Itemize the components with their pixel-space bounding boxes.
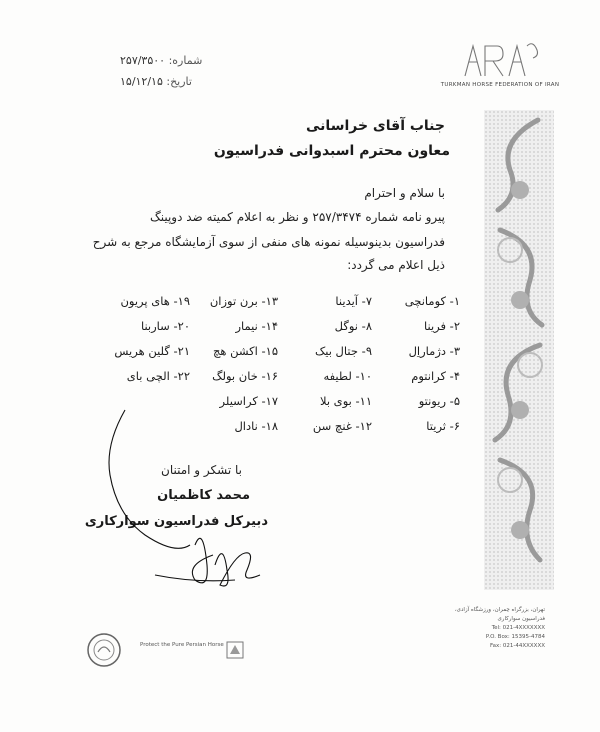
horse-item: ۷- آیدینا — [335, 294, 372, 308]
closing-thanks: با تشکر و امتنان — [161, 463, 242, 477]
date-label: تاریخ: — [166, 75, 192, 88]
number-label: شماره: — [168, 54, 203, 67]
horse-item: ۲۰- ساربنا — [140, 319, 190, 333]
signer-name: محمد کاظمیان — [157, 488, 250, 503]
horse-item: ۸- نوگل — [334, 319, 372, 333]
small-badge-icon — [225, 640, 245, 660]
horse-item: ۱۶- خان بولگ — [212, 369, 278, 383]
horse-item: ۱۹- های پریون — [120, 294, 190, 308]
address-line: Fax: 021-44XXXXXX — [490, 643, 545, 649]
org-name-english: TURKMAN HORSE FEDERATION OF IRAN — [440, 82, 560, 88]
horse-item: ۲۱- گلین هریس — [114, 344, 190, 358]
address-line: فدراسیون سوارکاری — [497, 616, 545, 622]
date-value: ۱۵/۱۲/۱۵ — [120, 75, 163, 88]
decorative-ornament — [480, 110, 558, 590]
signer-title: دبیرکل فدراسیون سوارکاری — [84, 514, 268, 529]
addressee-title: معاون محترم اسبدوانی فدراسیون — [213, 143, 450, 159]
horse-item: ۵- ریونتو — [418, 394, 460, 408]
footer-motto: Protect the Pure Persian Horse — [140, 642, 224, 648]
emblem-icon — [86, 632, 122, 668]
federation-logo — [425, 34, 575, 94]
body-line-3: ذیل اعلام می گردد: — [347, 258, 445, 272]
horse-item: ۹- جتال بیک — [314, 344, 372, 358]
horse-item: ۱۵- اکشن هچ — [213, 344, 278, 358]
horse-item: ۱۸- نادال — [234, 419, 278, 433]
letter-number — [120, 54, 202, 67]
handwritten-signature — [95, 405, 275, 600]
horse-item: ۱۲- غنچ سن — [312, 419, 372, 433]
horse-item: ۱۱- بوی بلا — [319, 394, 372, 408]
address-line: P.O. Box: 15395-4784 — [485, 634, 545, 640]
horse-logo-icon — [425, 34, 575, 82]
horse-item: ۴- کرانتوم — [411, 369, 460, 383]
body-line-2: فدراسیون بدینوسیله نمونه های منفی از سوی آزمایشگاه مرجع به شرح — [92, 235, 445, 249]
number-value: ۲۵۷/۳۵۰۰ — [120, 54, 166, 67]
horse-item: ۱۳- برن توزان — [209, 294, 278, 308]
horse-item: ۲۲- الچی بای — [126, 369, 190, 383]
addressee-name: جناب آقای خراسانی — [306, 118, 445, 134]
horse-item: ۶- ثریتا — [426, 419, 460, 433]
horse-item: ۱۷- کراسیلر — [219, 394, 278, 408]
address-line: تهران، بزرگراه چمران، ورزشگاه آزادی، — [454, 607, 545, 613]
horse-item: ۱۰- لطیفه — [323, 369, 372, 383]
footer-address — [395, 606, 545, 651]
horse-item: ۱- کومانچی — [404, 294, 460, 308]
body-line-1: پیرو نامه شماره ۲۵۷/۳۴۷۴ و نظر به اعلام کمیته ضد دوپینگ — [149, 210, 445, 224]
horse-item: ۳- دژماراِل — [408, 344, 460, 358]
address-line: Tel: 021-4XXXXXXX — [491, 625, 545, 631]
horse-item: ۲- فرینا — [423, 319, 460, 333]
letter-date — [120, 75, 192, 88]
greeting: با سلام و احترام — [364, 186, 445, 200]
horse-item: ۱۴- نیمار — [235, 319, 278, 333]
